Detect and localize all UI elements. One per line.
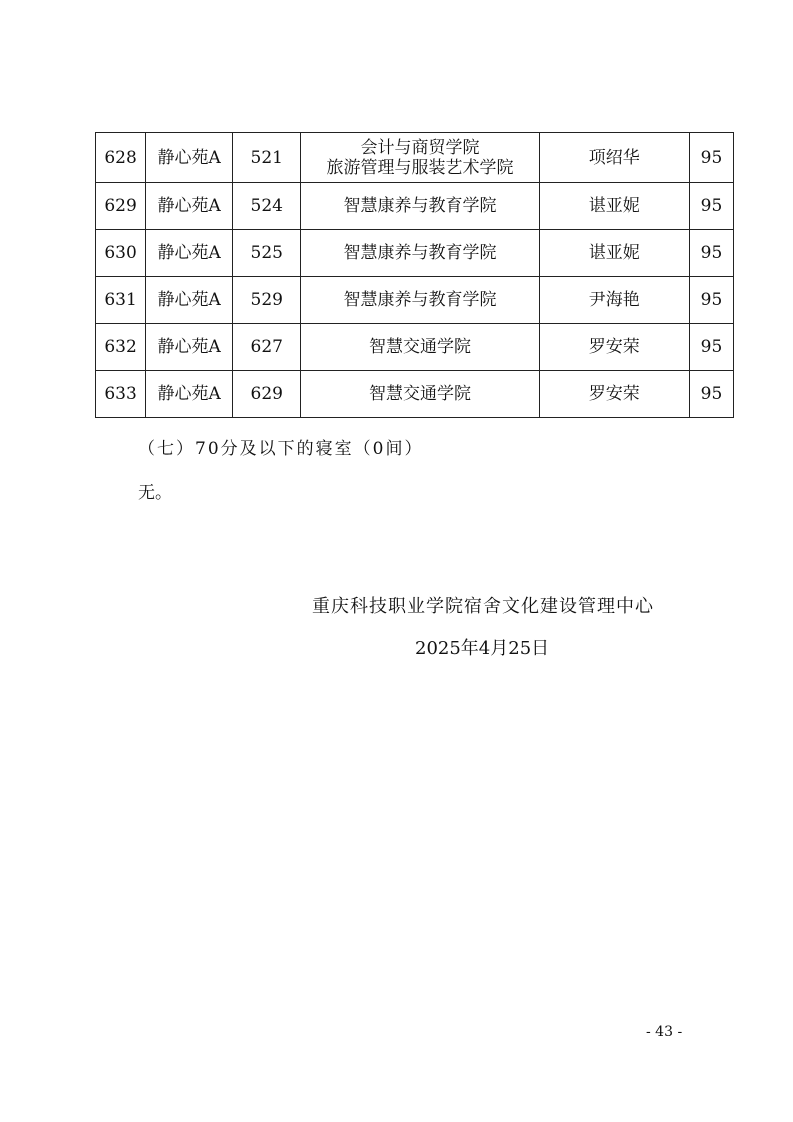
page-number: - 43 - — [646, 1024, 683, 1040]
cell-college: 智慧交通学院 — [301, 324, 539, 371]
cell-building: 静心苑A — [146, 183, 233, 230]
cell-room: 525 — [233, 230, 301, 277]
cell-score: 95 — [689, 277, 733, 324]
cell-no: 628 — [96, 133, 146, 183]
signature-organization: 重庆科技职业学院宿舍文化建设管理中心 — [312, 596, 654, 617]
college-line: 会计与商贸学院 — [360, 137, 480, 158]
cell-no: 631 — [96, 277, 146, 324]
cell-room: 627 — [233, 324, 301, 371]
cell-building: 静心苑A — [146, 230, 233, 277]
cell-college: 智慧康养与教育学院 — [301, 230, 539, 277]
table-row — [96, 324, 734, 371]
cell-no: 633 — [96, 371, 146, 418]
cell-manager: 罗安荣 — [539, 371, 689, 418]
table-row — [96, 183, 734, 230]
cell-building: 静心苑A — [146, 371, 233, 418]
section-heading: （七）70分及以下的寝室（0间） — [138, 439, 424, 459]
cell-building: 静心苑A — [146, 277, 233, 324]
section-body: 无。 — [138, 483, 172, 503]
cell-college: 智慧康养与教育学院 — [301, 183, 539, 230]
cell-room: 521 — [233, 133, 301, 183]
signature-date: 2025年4月25日 — [415, 638, 550, 659]
cell-no: 632 — [96, 324, 146, 371]
cell-college — [301, 133, 539, 183]
cell-manager: 谌亚妮 — [539, 230, 689, 277]
cell-college: 智慧康养与教育学院 — [301, 277, 539, 324]
college-line: 旅游管理与服装艺术学院 — [326, 157, 514, 178]
cell-score: 95 — [689, 324, 733, 371]
cell-manager: 谌亚妮 — [539, 183, 689, 230]
cell-score: 95 — [689, 133, 733, 183]
cell-room: 524 — [233, 183, 301, 230]
cell-room: 629 — [233, 371, 301, 418]
cell-manager: 项绍华 — [539, 133, 689, 183]
cell-manager: 罗安荣 — [539, 324, 689, 371]
table-row — [96, 277, 734, 324]
cell-building: 静心苑A — [146, 324, 233, 371]
cell-no: 630 — [96, 230, 146, 277]
dormitory-score-table — [95, 132, 734, 418]
cell-manager: 尹海艳 — [539, 277, 689, 324]
cell-score: 95 — [689, 230, 733, 277]
cell-score: 95 — [689, 371, 733, 418]
cell-college: 智慧交通学院 — [301, 371, 539, 418]
table-row — [96, 371, 734, 418]
cell-building: 静心苑A — [146, 133, 233, 183]
table-row — [96, 230, 734, 277]
cell-no: 629 — [96, 183, 146, 230]
table-row — [96, 133, 734, 183]
cell-room: 529 — [233, 277, 301, 324]
cell-score: 95 — [689, 183, 733, 230]
